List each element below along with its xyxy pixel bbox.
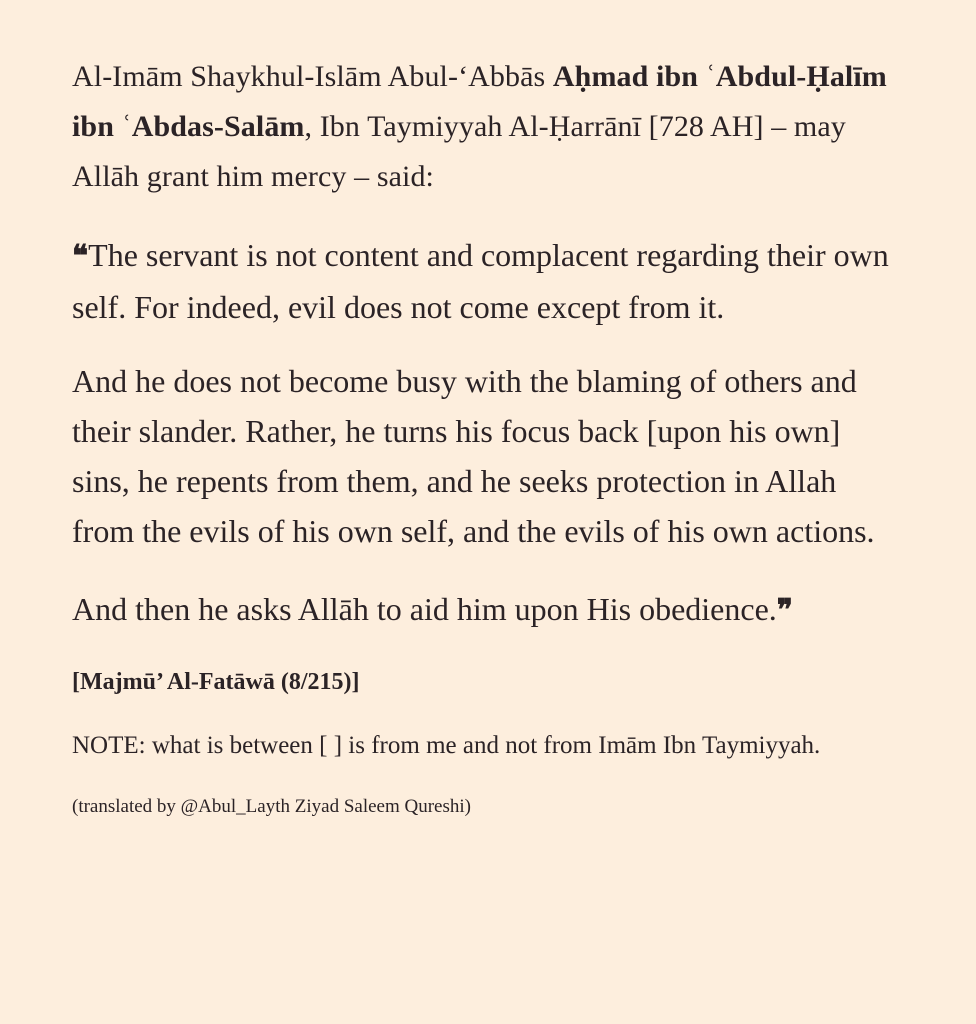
quote-paragraph-1	[72, 230, 904, 332]
quote-text-3: And then he asks Allāh to aid him upon His obedience.	[72, 591, 777, 627]
quote-paragraph-2: And he does not become busy with the blaming of others and their slander. Rather, he turns his focus back [upon his own] sins, he repents from them, and he seeks protection in Allah from the evils of his own self, and the evils of his own actions.	[72, 363, 875, 549]
intro-scholar-name: Aḥmad ibn ʿAbdul-Ḥalīm ibn ʿAbdas-Salām	[72, 60, 887, 143]
close-quote-mark: ❞	[776, 594, 793, 627]
intro-paragraph	[72, 52, 904, 202]
translator-credit: (translated by @Abul_Layth Ziyad Saleem Qureshi)	[72, 796, 471, 817]
translator-note: NOTE: what is between [ ] is from me and not from Imām Ibn Taymiyyah.	[72, 732, 821, 759]
source-reference: [Majmū’ Al-Fatāwā (8/215)]	[72, 669, 360, 695]
intro-rest: , Ibn Taymiyyah Al-Ḥarrānī [728 AH] – may Allāh grant him mercy – said:	[72, 110, 846, 193]
quote-paragraph-3	[72, 584, 904, 636]
quote-text-1: The servant is not content and complacent regarding their own self. For indeed, evil does not come except from it.	[72, 237, 889, 325]
intro-lead: Al-Imām Shaykhul-Islām Abul-‘Abbās	[72, 60, 553, 93]
open-quote-mark: ❝	[72, 240, 89, 273]
